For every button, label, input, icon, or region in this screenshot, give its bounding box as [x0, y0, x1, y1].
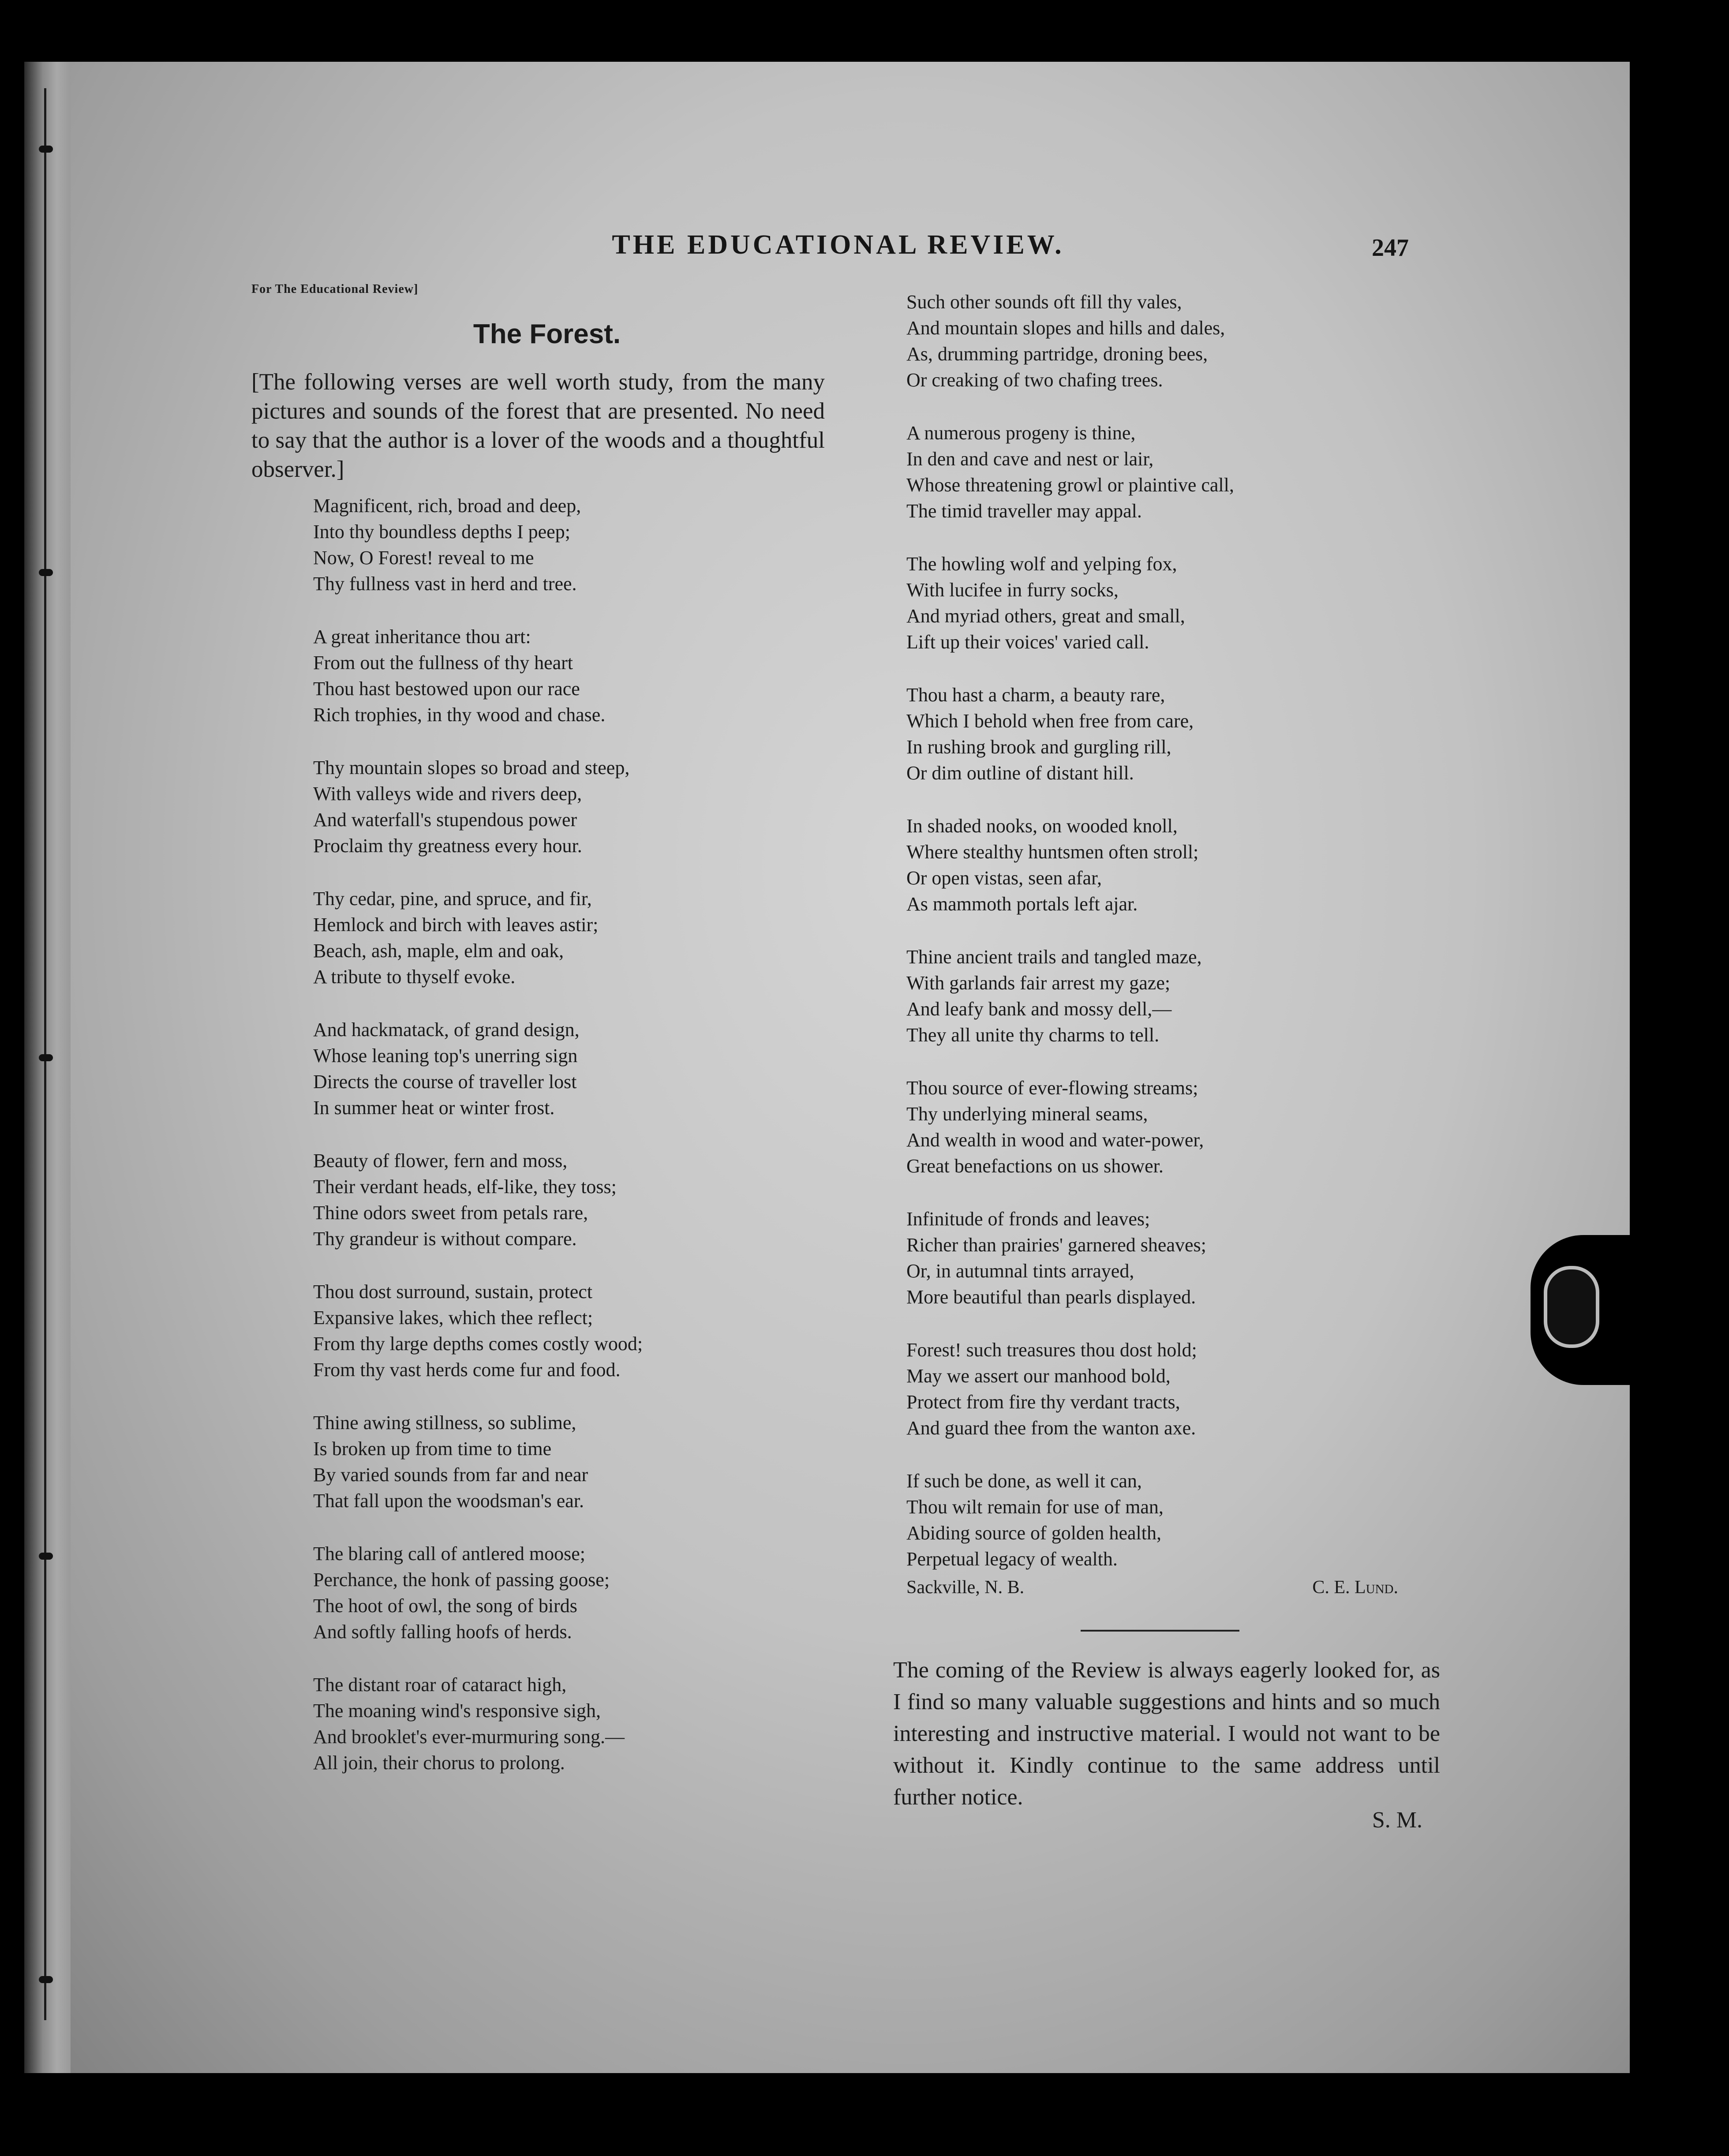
- poem-line: Thou dost surround, sustain, protect: [313, 1281, 593, 1303]
- poem-line: Such other sounds oft fill thy vales,: [906, 291, 1182, 313]
- right-column: [893, 289, 1440, 1836]
- page-number: 247: [1372, 234, 1409, 262]
- poem-line: A numerous progeny is thine,: [906, 422, 1136, 444]
- poem-line: Thy fullness vast in herd and tree.: [313, 573, 577, 595]
- poem-line: A tribute to thyself evoke.: [313, 966, 516, 988]
- running-header: THE EDUCATIONAL REVIEW.: [612, 230, 1064, 260]
- poem-line: Abiding source of golden health,: [906, 1522, 1161, 1544]
- poem-line: Where stealthy huntsmen often stroll;: [906, 841, 1199, 863]
- letter-signature: S. M.: [1372, 1808, 1422, 1833]
- poem-line: Protect from fire thy verdant tracts,: [906, 1391, 1180, 1413]
- poem-title: The Forest.: [473, 319, 621, 349]
- poem-line: From thy large depths comes costly wood;: [313, 1333, 643, 1355]
- poem-line: The distant roar of cataract high,: [313, 1674, 567, 1696]
- binding-mark: [39, 569, 53, 576]
- stanza: [251, 755, 825, 859]
- poem-line: Thy mountain slopes so broad and steep,: [313, 757, 630, 779]
- poem-line: May we assert our manhood bold,: [906, 1365, 1171, 1387]
- poem-line: Magnificent, rich, broad and deep,: [313, 495, 581, 517]
- stanza: [904, 1468, 1425, 1572]
- poem-line: Thou wilt remain for use of man,: [906, 1496, 1164, 1518]
- poem-line: A great inheritance thou art:: [313, 626, 531, 648]
- poem-line: Thine odors sweet from petals rare,: [313, 1202, 588, 1224]
- stanza: [904, 1206, 1425, 1310]
- poem-line: In summer heat or winter frost.: [313, 1097, 555, 1119]
- poem-line: And wealth in wood and water-power,: [906, 1129, 1204, 1151]
- poem-line: Thou hast bestowed upon our race: [313, 678, 580, 700]
- signature-author: C. E. Lund.: [1312, 1577, 1398, 1598]
- poem-line: Thy grandeur is without compare.: [313, 1228, 577, 1250]
- binding-mark: [39, 146, 53, 153]
- poem-line: That fall upon the woodsman's ear.: [313, 1490, 584, 1512]
- stanza: [904, 682, 1425, 786]
- poem-line: Is broken up from time to time: [313, 1438, 552, 1460]
- poem-line: Thy cedar, pine, and spruce, and fir,: [313, 888, 592, 910]
- poem-line: Expansive lakes, which thee reflect;: [313, 1307, 593, 1329]
- stanza: [251, 1148, 825, 1252]
- poem-line: Forest! such treasures thou dost hold;: [906, 1339, 1197, 1361]
- page-clip: [1531, 1235, 1641, 1385]
- poem-line: Or, in autumnal tints arrayed,: [906, 1260, 1134, 1282]
- poem-line: Into thy boundless depths I peep;: [313, 521, 570, 543]
- poem-line: In shaded nooks, on wooded knoll,: [906, 815, 1178, 837]
- poem-line: By varied sounds from far and near: [313, 1464, 588, 1486]
- poem-line: And hackmatack, of grand design,: [313, 1019, 580, 1041]
- poem-line: The moaning wind's responsive sigh,: [313, 1700, 601, 1722]
- signature-place: Sackville, N. B.: [906, 1577, 1025, 1598]
- stanza: [251, 1410, 825, 1514]
- poem-line: As, drumming partridge, droning bees,: [906, 343, 1208, 365]
- binding-mark: [39, 1553, 53, 1560]
- stanza: [251, 493, 825, 597]
- poem-line: They all unite thy charms to tell.: [906, 1024, 1160, 1046]
- poem-signature: [904, 1577, 1425, 1603]
- poem-line: And softly falling hoofs of herds.: [313, 1621, 572, 1643]
- poem-line: Their verdant heads, elf-like, they toss;: [313, 1176, 617, 1198]
- stanza: [904, 1075, 1425, 1179]
- stanza: [904, 551, 1425, 655]
- stanza: [904, 289, 1425, 393]
- poem-line: Thine awing stillness, so sublime,: [313, 1412, 576, 1434]
- stanza: [251, 624, 825, 728]
- poem-line: Thy underlying mineral seams,: [906, 1103, 1148, 1125]
- poem-line: Beach, ash, maple, elm and oak,: [313, 940, 564, 962]
- stanza: [904, 420, 1425, 524]
- poem-line: Now, O Forest! reveal to me: [313, 547, 534, 569]
- poem-line: Richer than prairies' garnered sheaves;: [906, 1234, 1206, 1256]
- stanza: [251, 886, 825, 990]
- stanza: [251, 1672, 825, 1776]
- poem-line: The timid traveller may appal.: [906, 500, 1142, 522]
- poem-line: Great benefactions on us shower.: [906, 1155, 1164, 1177]
- divider-rule: [1081, 1630, 1239, 1632]
- poem-line: Or dim outline of distant hill.: [906, 762, 1134, 784]
- poem-line: Perchance, the honk of passing goose;: [313, 1569, 610, 1591]
- poem-line: Lift up their voices' varied call.: [906, 631, 1149, 653]
- binding-mark: [39, 1054, 53, 1061]
- poem-line: And mountain slopes and hills and dales,: [906, 317, 1225, 339]
- poem-line: Beauty of flower, fern and moss,: [313, 1150, 568, 1172]
- left-stanzas: [251, 493, 825, 1776]
- stanza: [904, 1337, 1425, 1441]
- poem-line: And leafy bank and mossy dell,—: [906, 998, 1172, 1020]
- poem-line: Infinitude of fronds and leaves;: [906, 1208, 1150, 1230]
- poem-line: The howling wolf and yelping fox,: [906, 553, 1177, 575]
- poem-line: Thine ancient trails and tangled maze,: [906, 946, 1202, 968]
- poem-line: Perpetual legacy of wealth.: [906, 1548, 1118, 1570]
- poem-line: Thou source of ever-flowing streams;: [906, 1077, 1198, 1099]
- poem-line: And myriad others, great and small,: [906, 605, 1185, 627]
- poem-line: In rushing brook and gurgling rill,: [906, 736, 1171, 758]
- byline-prefix: For The Educational Review]: [251, 282, 419, 296]
- stanza: [904, 944, 1425, 1048]
- poem-line: Whose threatening growl or plaintive call,: [906, 474, 1234, 496]
- poem-line: Proclaim thy greatness every hour.: [313, 835, 582, 857]
- poem-line: If such be done, as well it can,: [906, 1470, 1142, 1492]
- poem-line: And brooklet's ever-murmuring song.—: [313, 1726, 625, 1748]
- poem-line: And guard thee from the wanton axe.: [906, 1417, 1196, 1439]
- poem-intro: [The following verses are well worth study, from the many pictures and sounds of the forest that are presented. No need to say that the author is a lover of the woods and a thoughtful observer.]: [251, 369, 825, 482]
- poem-line: Whose leaning top's unerring sign: [313, 1045, 578, 1067]
- stanza: [251, 1279, 825, 1383]
- poem-line: From thy vast herds come fur and food.: [313, 1359, 621, 1381]
- poem-line: In den and cave and nest or lair,: [906, 448, 1154, 470]
- stanza: [251, 1541, 825, 1645]
- stanza: [251, 1017, 825, 1121]
- binding-mark: [39, 1976, 53, 1983]
- poem-line: With valleys wide and rivers deep,: [313, 783, 582, 805]
- poem-line: From out the fullness of thy heart: [313, 652, 573, 674]
- stanza: [904, 813, 1425, 917]
- poem-line: As mammoth portals left ajar.: [906, 893, 1138, 915]
- letter-text: The coming of the Review is always eagerly looked for, as I find so many valuable suggestions and hints and so much interesting and instructive material. I would not want to be without it. Kindly continue to the same address until further notice.: [893, 1658, 1440, 1810]
- poem-line: All join, their chorus to prolong.: [313, 1752, 565, 1774]
- poem-line: Thou hast a charm, a beauty rare,: [906, 684, 1165, 706]
- poem-line: The hoot of owl, the song of birds: [313, 1595, 577, 1617]
- right-stanzas: [904, 289, 1425, 1572]
- poem-line: The blaring call of antlered moose;: [313, 1543, 585, 1565]
- left-column: [251, 282, 825, 1803]
- poem-line: More beautiful than pearls displayed.: [906, 1286, 1196, 1308]
- poem-line: Hemlock and birch with leaves astir;: [313, 914, 599, 936]
- poem-line: Rich trophies, in thy wood and chase.: [313, 704, 606, 726]
- book-binding: [24, 62, 71, 2073]
- poem-line: And waterfall's stupendous power: [313, 809, 577, 831]
- poem-line: Or creaking of two chafing trees.: [906, 369, 1163, 391]
- poem-line: Which I behold when free from care,: [906, 710, 1194, 732]
- poem-line: Directs the course of traveller lost: [313, 1071, 577, 1093]
- poem-line: With lucifee in furry socks,: [906, 579, 1119, 601]
- poem-line: With garlands fair arrest my gaze;: [906, 972, 1171, 994]
- poem-line: Or open vistas, seen afar,: [906, 867, 1102, 889]
